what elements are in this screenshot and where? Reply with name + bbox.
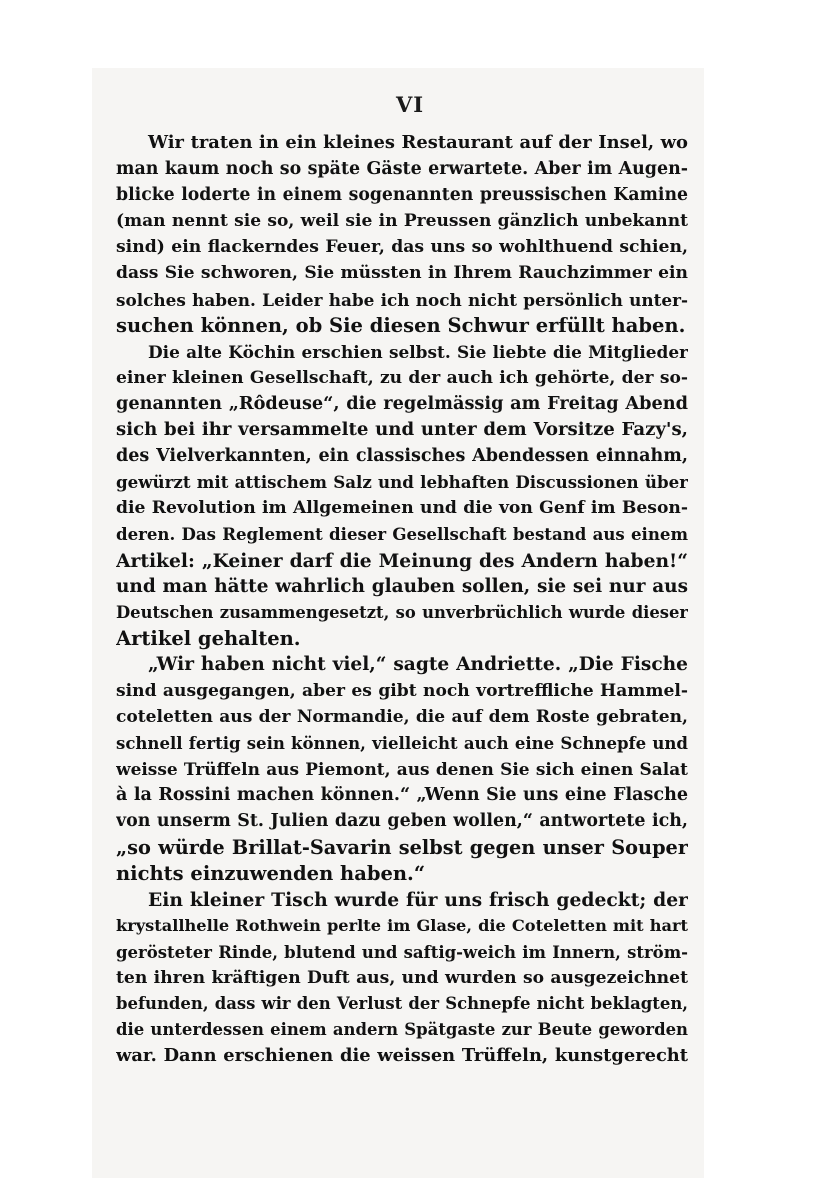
text-line: nichts einzuwenden haben.“ [116,861,426,885]
text-line: Deutschen zusammengesetzt, so unverbrüchlich wurde dieser [116,602,688,622]
text-line: einer kleinen Gesellschaft, zu der auch ich gehörte, der so- [116,367,688,388]
text-line: befunden, dass wir den Verlust der Schnepfe nicht beklagten, [116,994,688,1014]
text-line: Artikel: „Keiner darf die Meinung des Andern haben!“ [116,549,688,572]
text-line: krystallhelle Rothwein perlte im Glase, die Coteletten mit hart [116,915,688,935]
text-line: die Revolution im Allgemeinen und die von Genf im Beson- [116,498,688,519]
text-line: und man hätte wahrlich glauben sollen, sie sei nur aus [116,575,688,597]
text-line: schnell fertig sein können, vielleicht auch eine Schnepfe und [116,733,688,754]
text-line: Die alte Köchin erschien selbst. Sie liebte die Mitglieder [148,341,688,362]
text-line: sind) ein flackerndes Feuer, das uns so wohlthuend schien, [116,237,688,258]
text-line: „so würde Brillat-Savarin selbst gegen unser Souper [116,835,688,859]
text-line: à la Rossini machen können.“ „Wenn Sie uns eine Flasche [116,785,688,806]
text-line: ten ihren kräftigen Duft aus, und wurden so ausgezeichnet [116,968,688,988]
text-line: war. Dann erschienen die weissen Trüffeln, kunstgerecht [116,1045,688,1067]
text-line: coteletten aus der Normandie, die auf dem Roste gebraten, [116,707,688,728]
text-line: von unserm St. Julien dazu geben wollen,“ antwortete ich, [116,811,688,832]
page-number: VI [395,92,425,117]
text-line: man kaum noch so späte Gäste erwartete. Aber im Augen- [116,159,688,180]
text-line: sich bei ihr versammelte und unter dem Vorsitze Fazy's, [116,419,688,441]
text-line: sind ausgegangen, aber es gibt noch vortreffliche Hammel- [116,680,688,701]
text-line: blicke loderte in einem sogenannten preussischen Kamine [116,185,688,206]
text-line: Ein kleiner Tisch wurde für uns frisch gedeckt; der [148,888,688,911]
text-line: (man nennt sie so, weil sie in Preussen gänzlich unbekannt [116,211,688,232]
text-line: deren. Das Reglement dieser Gesellschaft bestand aus einem [116,524,688,545]
text-line: genannten „Rôdeuse“, die regelmässig am Freitag Abend [116,392,688,414]
text-line: gerösteter Rinde, blutend und saftig-weich im Innern, ström- [116,941,688,962]
text-line: die unterdessen einem andern Spätgaste zur Beute geworden [116,1020,688,1040]
text-line: dass Sie schworen, Sie müssten in Ihrem Rauchzimmer ein [116,263,688,284]
body-text [116,130,688,1069]
text-line: „Wir haben nicht viel,“ sagte Andriette. „Die Fische [148,653,688,675]
text-line: Artikel gehalten. [116,626,301,650]
text-line: Wir traten in ein kleines Restaurant auf der Insel, wo [148,132,688,153]
text-line: weisse Trüffeln aus Piemont, aus denen Sie sich einen Salat [116,759,688,780]
text-line: suchen können, ob Sie diesen Schwur erfüllt haben. [116,313,686,337]
text-line: gewürzt mit attischem Salz und lebhaften Discussionen über [116,472,688,493]
text-line: solches haben. Leider habe ich noch nicht persönlich unter- [116,289,688,310]
text-line: des Vielverkannten, ein classisches Abendessen einnahm, [116,446,688,467]
